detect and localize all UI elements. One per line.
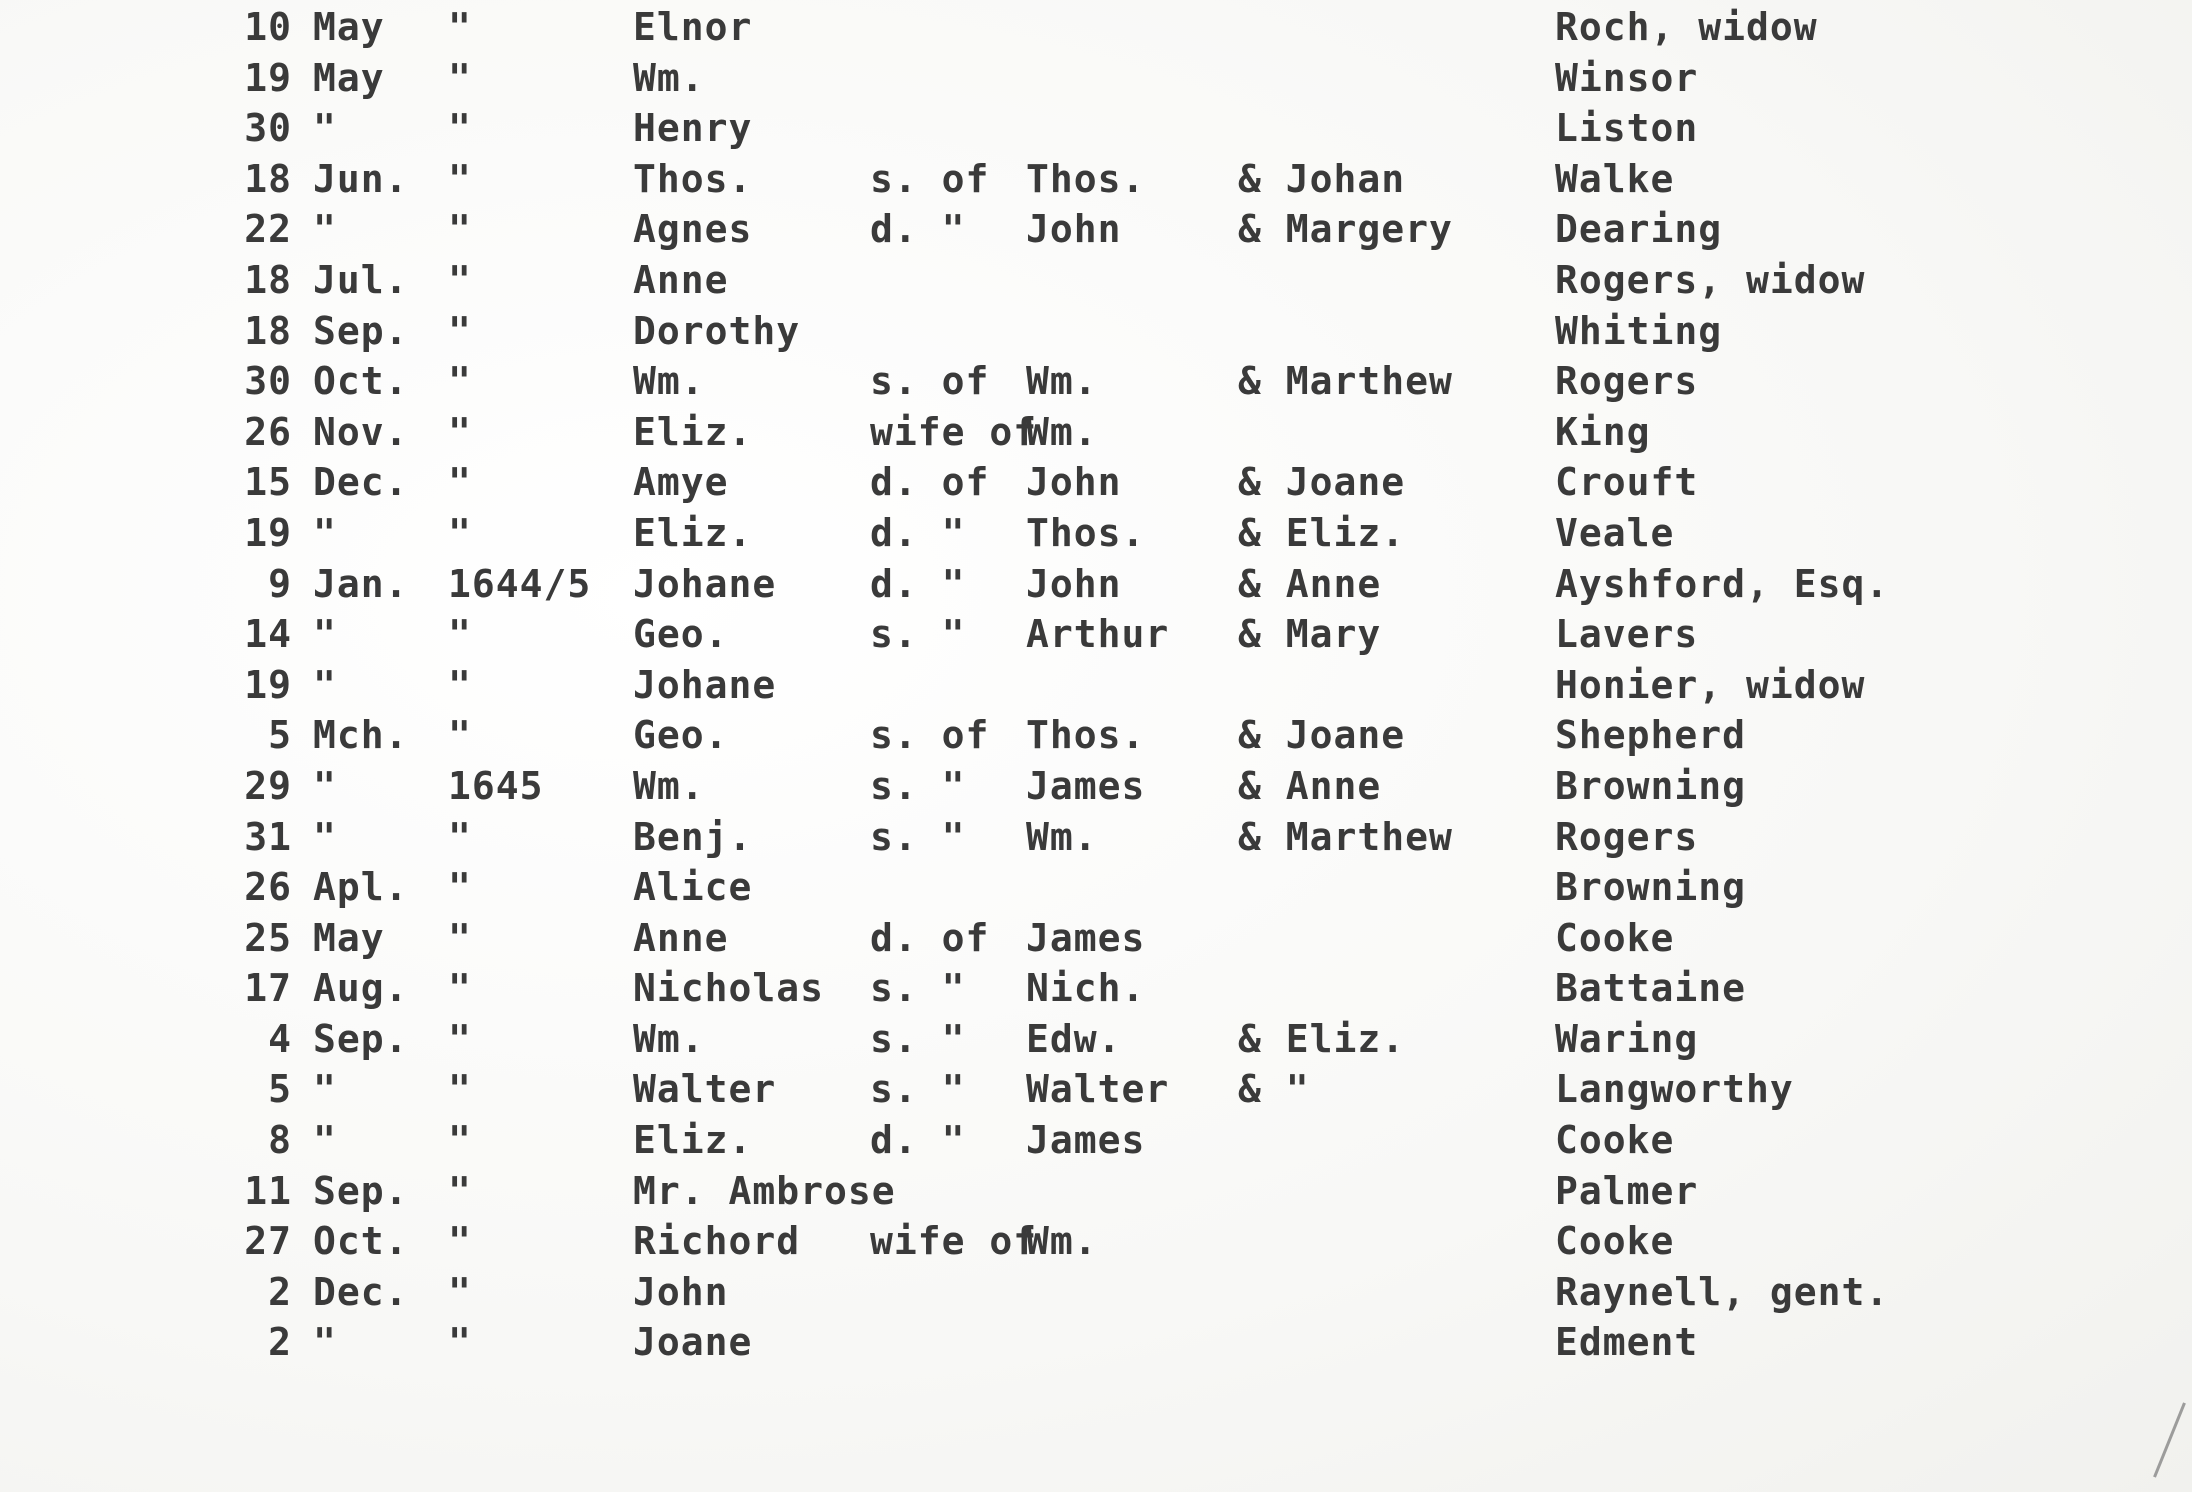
register-row (0, 103, 2192, 154)
entry-father: John (1026, 207, 1122, 252)
entry-surname: Lavers (1555, 612, 1699, 657)
entry-month: Aug. (313, 966, 409, 1011)
entry-surname: Cooke (1555, 915, 1675, 960)
entry-relation: d. " (870, 561, 966, 606)
entry-year: " (448, 1269, 472, 1314)
register-row (0, 255, 2192, 306)
entry-name: Dorothy (633, 308, 801, 353)
entry-relation: s. of (870, 359, 990, 404)
entry-father: Wm. (1026, 814, 1098, 859)
entry-name: Geo. (633, 713, 729, 758)
entry-year: " (448, 662, 472, 707)
entry-name: Eliz. (633, 510, 753, 555)
entry-day: 19 (244, 510, 292, 555)
register-row (0, 710, 2192, 761)
entry-year: 1645 (448, 763, 544, 808)
entry-day: 26 (244, 865, 292, 910)
entry-day: 9 (268, 561, 292, 606)
entry-surname: Edment (1555, 1320, 1699, 1365)
entry-name: Eliz. (633, 409, 753, 454)
entry-father: James (1026, 915, 1146, 960)
entry-month: Apl. (313, 865, 409, 910)
register-row (0, 559, 2192, 610)
entry-month: Sep. (313, 1016, 409, 1061)
entry-relation: s. " (870, 1067, 966, 1112)
entry-month: Sep. (313, 1168, 409, 1213)
burial-register (0, 2, 2192, 1368)
entry-relation: s. " (870, 966, 966, 1011)
entry-year: 1644/5 (448, 561, 592, 606)
entry-name: Anne (633, 257, 729, 302)
entry-day: 27 (244, 1219, 292, 1264)
register-row (0, 1115, 2192, 1166)
entry-day: 30 (244, 106, 292, 151)
entry-year: " (448, 359, 472, 404)
register-row (0, 1166, 2192, 1217)
entry-surname: Roch, widow (1555, 5, 1818, 49)
entry-name: John (633, 1269, 729, 1314)
entry-day: 5 (268, 1067, 292, 1112)
register-row (0, 1267, 2192, 1318)
entry-surname: Browning (1555, 763, 1747, 808)
entry-mother: & Mary (1238, 612, 1382, 657)
register-row (0, 407, 2192, 458)
entry-surname: Raynell, gent. (1555, 1269, 1890, 1314)
entry-month: Nov. (313, 409, 409, 454)
entry-surname: Langworthy (1555, 1067, 1794, 1112)
entry-surname: Walke (1555, 156, 1675, 201)
entry-day: 2 (268, 1320, 292, 1365)
entry-father: Walter (1026, 1067, 1170, 1112)
entry-father: Arthur (1026, 612, 1170, 657)
entry-surname: Browning (1555, 865, 1747, 910)
entry-surname: Ayshford, Esq. (1555, 561, 1890, 606)
entry-name: Thos. (633, 156, 753, 201)
entry-year: " (448, 713, 472, 758)
entry-surname: Rogers (1555, 814, 1699, 859)
entry-mother: & Anne (1238, 561, 1382, 606)
entry-father: Wm. (1026, 1219, 1098, 1264)
entry-day: 18 (244, 156, 292, 201)
entry-mother: & Marthew (1238, 359, 1453, 404)
entry-mother: & Joane (1238, 460, 1406, 505)
register-row (0, 53, 2192, 104)
entry-month: " (313, 1067, 337, 1112)
entry-father: Thos. (1026, 713, 1146, 758)
entry-surname: Rogers, widow (1555, 257, 1866, 302)
entry-day: 25 (244, 915, 292, 960)
entry-day: 11 (244, 1168, 292, 1213)
entry-year: " (448, 5, 472, 49)
entry-day: 10 (244, 5, 292, 49)
entry-mother: & Anne (1238, 763, 1382, 808)
entry-mother: & Eliz. (1238, 1016, 1406, 1061)
entry-day: 22 (244, 207, 292, 252)
entry-month: Mch. (313, 713, 409, 758)
entry-name: Mr. Ambrose (633, 1168, 896, 1213)
entry-year: " (448, 1118, 472, 1163)
entry-year: " (448, 814, 472, 859)
entry-year: " (448, 966, 472, 1011)
entry-surname: Dearing (1555, 207, 1723, 252)
entry-surname: Veale (1555, 510, 1675, 555)
entry-relation: wife of (870, 1219, 1038, 1264)
entry-month: " (313, 814, 337, 859)
entry-mother: & Marthew (1238, 814, 1453, 859)
entry-month: Jun. (313, 156, 409, 201)
register-row (0, 609, 2192, 660)
register-row (0, 356, 2192, 407)
entry-day: 18 (244, 308, 292, 353)
entry-day: 26 (244, 409, 292, 454)
entry-father: Thos. (1026, 156, 1146, 201)
entry-relation: s. " (870, 612, 966, 657)
entry-year: " (448, 55, 472, 100)
entry-name: Wm. (633, 763, 705, 808)
entry-surname: Crouft (1555, 460, 1699, 505)
entry-day: 31 (244, 814, 292, 859)
entry-year: " (448, 915, 472, 960)
register-row (0, 457, 2192, 508)
entry-year: " (448, 460, 472, 505)
entry-relation: s. " (870, 1016, 966, 1061)
entry-year: " (448, 1016, 472, 1061)
entry-year: " (448, 865, 472, 910)
entry-relation: d. of (870, 915, 990, 960)
register-row (0, 862, 2192, 913)
entry-year: " (448, 106, 472, 151)
entry-relation: d. of (870, 460, 990, 505)
entry-month: " (313, 510, 337, 555)
entry-name: Agnes (633, 207, 753, 252)
entry-name: Wm. (633, 359, 705, 404)
entry-day: 19 (244, 662, 292, 707)
entry-father: Edw. (1026, 1016, 1122, 1061)
entry-name: Geo. (633, 612, 729, 657)
entry-day: 14 (244, 612, 292, 657)
entry-day: 5 (268, 713, 292, 758)
entry-surname: Cooke (1555, 1219, 1675, 1264)
entry-name: Johane (633, 561, 777, 606)
entry-month: " (313, 1320, 337, 1365)
entry-month: " (313, 662, 337, 707)
entry-year: " (448, 1320, 472, 1365)
entry-year: " (448, 409, 472, 454)
entry-month: " (313, 1118, 337, 1163)
entry-father: John (1026, 561, 1122, 606)
entry-name: Henry (633, 106, 753, 151)
entry-name: Nicholas (633, 966, 825, 1011)
entry-name: Benj. (633, 814, 753, 859)
entry-month: May (313, 5, 385, 49)
entry-name: Wm. (633, 1016, 705, 1061)
entry-day: 2 (268, 1269, 292, 1314)
entry-name: Anne (633, 915, 729, 960)
register-row (0, 154, 2192, 205)
entry-relation: s. of (870, 156, 990, 201)
entry-month: May (313, 55, 385, 100)
entry-surname: Cooke (1555, 1118, 1675, 1163)
entry-month: Oct. (313, 1219, 409, 1264)
entry-father: James (1026, 763, 1146, 808)
entry-mother: & Eliz. (1238, 510, 1406, 555)
entry-month: Jan. (313, 561, 409, 606)
entry-name: Richord (633, 1219, 801, 1264)
entry-surname: Battaine (1555, 966, 1747, 1011)
entry-surname: Waring (1555, 1016, 1699, 1061)
register-row (0, 812, 2192, 863)
entry-day: 18 (244, 257, 292, 302)
entry-day: 4 (268, 1016, 292, 1061)
entry-year: " (448, 207, 472, 252)
entry-month: " (313, 763, 337, 808)
entry-relation: s. " (870, 763, 966, 808)
entry-month: Jul. (313, 257, 409, 302)
entry-name: Joane (633, 1320, 753, 1365)
entry-mother: & Johan (1238, 156, 1406, 201)
register-row (0, 306, 2192, 357)
entry-name: Walter (633, 1067, 777, 1112)
entry-day: 15 (244, 460, 292, 505)
entry-month: " (313, 106, 337, 151)
entry-surname: Whiting (1555, 308, 1723, 353)
entry-year: " (448, 156, 472, 201)
entry-day: 8 (268, 1118, 292, 1163)
entry-relation: d. " (870, 510, 966, 555)
entry-day: 19 (244, 55, 292, 100)
entry-surname: Palmer (1555, 1168, 1699, 1213)
register-row (0, 1317, 2192, 1368)
entry-surname: Liston (1555, 106, 1699, 151)
entry-father: Nich. (1026, 966, 1146, 1011)
entry-month: May (313, 915, 385, 960)
entry-name: Elnor (633, 5, 753, 49)
entry-mother: & " (1238, 1067, 1310, 1112)
entry-name: Alice (633, 865, 753, 910)
entry-surname: Shepherd (1555, 713, 1747, 758)
entry-year: " (448, 1067, 472, 1112)
entry-relation: s. " (870, 814, 966, 859)
entry-day: 30 (244, 359, 292, 404)
entry-year: " (448, 308, 472, 353)
register-row (0, 508, 2192, 559)
entry-month: Dec. (313, 460, 409, 505)
entry-month: " (313, 207, 337, 252)
entry-father: James (1026, 1118, 1146, 1163)
register-row (0, 660, 2192, 711)
entry-year: " (448, 1168, 472, 1213)
entry-father: Wm. (1026, 359, 1098, 404)
register-row (0, 204, 2192, 255)
entry-name: Wm. (633, 55, 705, 100)
register-row (0, 761, 2192, 812)
entry-mother: & Margery (1238, 207, 1453, 252)
register-row (0, 2, 2192, 53)
register-row (0, 963, 2192, 1014)
entry-relation: wife of (870, 409, 1038, 454)
entry-month: Dec. (313, 1269, 409, 1314)
entry-relation: d. " (870, 1118, 966, 1163)
entry-relation: d. " (870, 207, 966, 252)
entry-mother: & Joane (1238, 713, 1406, 758)
register-row (0, 1216, 2192, 1267)
entry-father: Wm. (1026, 409, 1098, 454)
entry-day: 29 (244, 763, 292, 808)
entry-year: " (448, 510, 472, 555)
entry-father: John (1026, 460, 1122, 505)
register-row (0, 913, 2192, 964)
entry-surname: Rogers (1555, 359, 1699, 404)
entry-name: Eliz. (633, 1118, 753, 1163)
entry-surname: King (1555, 409, 1651, 454)
entry-name: Johane (633, 662, 777, 707)
pen-stroke-mark (2153, 1402, 2186, 1477)
entry-month: Oct. (313, 359, 409, 404)
entry-relation: s. of (870, 713, 990, 758)
register-row (0, 1014, 2192, 1065)
register-row (0, 1064, 2192, 1115)
entry-day: 17 (244, 966, 292, 1011)
entry-surname: Honier, widow (1555, 662, 1866, 707)
entry-name: Amye (633, 460, 729, 505)
entry-year: " (448, 257, 472, 302)
entry-year: " (448, 1219, 472, 1264)
entry-month: " (313, 612, 337, 657)
entry-month: Sep. (313, 308, 409, 353)
entry-year: " (448, 612, 472, 657)
entry-father: Thos. (1026, 510, 1146, 555)
entry-surname: Winsor (1555, 55, 1699, 100)
